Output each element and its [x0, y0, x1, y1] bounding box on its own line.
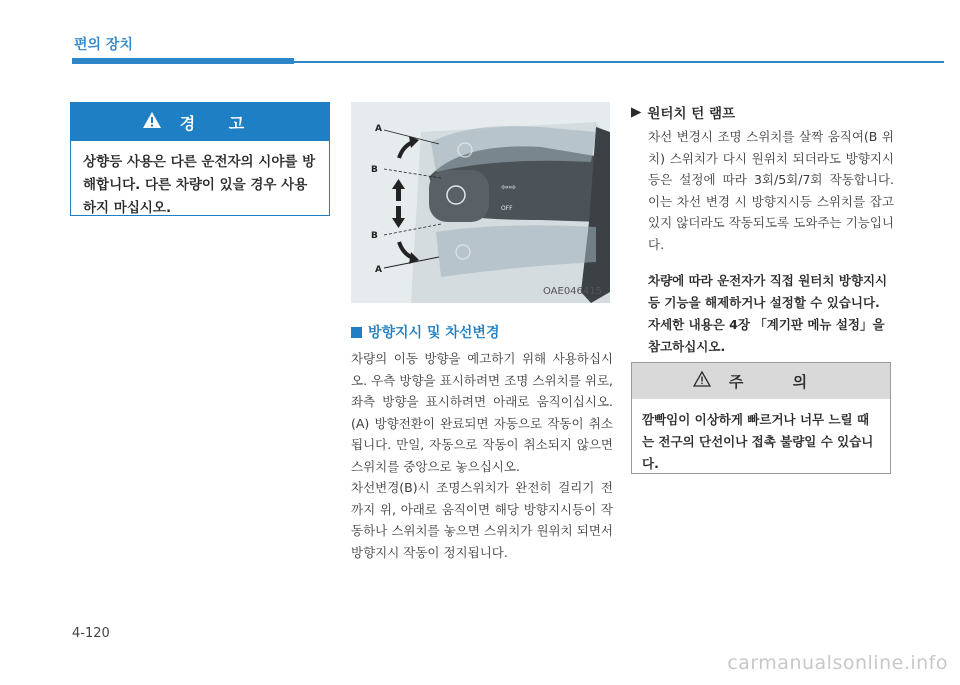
section-body [351, 348, 613, 563]
figure-label-b-bottom: B [371, 231, 378, 241]
one-touch-title: 원터치 턴 램프 [647, 106, 736, 122]
warning-text: 상향등 사용은 다른 운전자의 시야를 방해합니다. 다른 차량이 있을 경우 사용하지 마십시오. [83, 154, 316, 216]
header-rule [294, 61, 944, 63]
caution-triangle-icon [693, 371, 711, 391]
section-paragraph: 차량의 이동 방향을 예고하기 위해 사용하십시오. 우측 방향을 표시하려면 조명 스위치를 위로, 좌측 방향을 표시하려면 아래로 움직이십시오.(A) 방향전환이 완료되면 자동으로 작동이 취소됩니다. 만일, 자동으로 작동이 취소되지 않으면 스위치를 중앙으로 놓으십시오. [351, 351, 613, 474]
page-section-title: 편의 장치 [74, 37, 133, 53]
caution-title: 주 의 [728, 372, 830, 391]
caution-text: 깜빡임이 이상하게 빠르거나 너무 느릴 때는 전구의 단선이나 접촉 불량일 수 있습니다. [642, 412, 874, 471]
caution-header [632, 363, 890, 399]
figure-labels [351, 102, 610, 303]
figure-label-b-top: B [371, 165, 378, 175]
one-touch-note: 차량에 따라 운전자가 직접 원터치 방향지시등 기능을 해제하거나 설정할 수 있습니다. 자세한 내용은 4장 「계기판 메뉴 설정」을 참고하십시오. [648, 273, 888, 354]
warning-box [70, 102, 330, 216]
svg-text:⇦⇨: ⇦⇨ [501, 183, 517, 193]
caution-box [631, 362, 891, 474]
square-bullet-icon [351, 327, 362, 338]
turn-signal-figure [351, 102, 610, 303]
section-paragraph: 차선변경(B)시 조명스위치가 완전히 걸리기 전까지 위, 아래로 움직이면 해당 방향지시등이 작동하나 스위치를 놓으면 스위치가 원위치 되면서 방향지시 작동이 정지됩니다. [351, 480, 613, 560]
section-heading [351, 322, 499, 342]
one-touch-heading [631, 102, 735, 122]
svg-text:OFF: OFF [501, 205, 513, 212]
figure-code: OAE046415 [542, 286, 602, 297]
warning-triangle-icon [142, 111, 162, 133]
header-bar [72, 58, 294, 64]
one-touch-text: 차선 변경시 조명 스위치를 살짝 움직여(B 위치) 스위치가 다시 원위치 되더라도 방향지시등은 설정에 따라 3회/5회/7회 작동합니다. 이는 차선 변경 시 방향지시등 스위치를 잡고 있지 않더라도 작동되도록 도와주는 기능입니다. [648, 129, 894, 252]
figure-label-a-bottom: A [375, 265, 382, 275]
section-title: 방향지시 및 차선변경 [368, 325, 500, 341]
warning-header [71, 103, 329, 141]
warning-title: 경 고 [179, 113, 259, 133]
triangle-bullet-icon: ▶ [631, 104, 642, 120]
page-number: 4-120 [72, 626, 110, 641]
watermark: carmanualsonline.info [727, 652, 948, 674]
figure-label-a-top: A [375, 124, 382, 134]
